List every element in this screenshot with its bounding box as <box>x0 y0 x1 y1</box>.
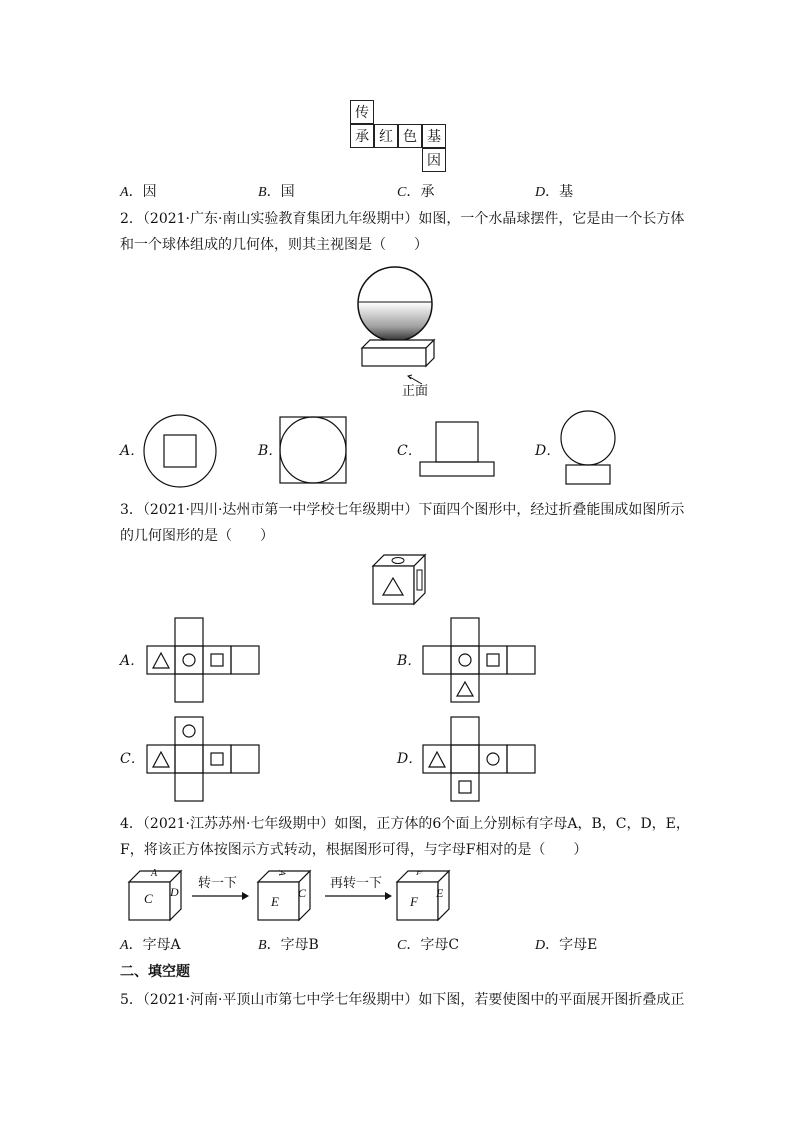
q3-option-c-label[interactable]: C． <box>120 751 145 767</box>
q1-option-d[interactable]: D．基 <box>535 184 574 200</box>
q2-option-d-label[interactable]: D． <box>535 443 561 459</box>
net-cell-1: 传 <box>350 100 374 124</box>
q3-option-a-label[interactable]: A． <box>120 653 145 669</box>
cube2-top-letter: A <box>276 870 287 876</box>
q4-stem-line1: 4．（2021·江苏苏州·七年级期中）如图，正方体的6个面上分别标有字母A，B，C，D，E， <box>120 816 690 832</box>
q3-option-d-label[interactable]: D． <box>397 751 423 767</box>
q3-option-b-label[interactable]: B． <box>397 653 422 669</box>
q2-option-d-figure[interactable] <box>556 410 622 488</box>
net-cell-2: 承 <box>350 124 374 148</box>
q1-net <box>350 100 446 172</box>
q5-stem-line1: 5．（2021·河南·平顶山市第七中学七年级期中）如下图，若要使图中的平面展开图折叠成正 <box>120 992 685 1008</box>
q3-stem-line1: 3．（2021·四川·达州市第一中学校七年级期中）下面四个图形中，经过折叠能围成如图所示 <box>120 502 685 518</box>
cube1-front-letter: C <box>144 891 153 906</box>
q3-option-a-net[interactable] <box>146 616 262 704</box>
cube1-top-letter: A <box>151 868 158 879</box>
option-letter: D <box>535 938 546 953</box>
option-letter: A <box>120 185 129 200</box>
q4-cube-3 <box>394 868 454 924</box>
q2-stem-line1: 2．（2021·广东·南山实验教育集团九年级期中）如图，一个水晶球摆件，它是由一个长方体 <box>120 211 685 227</box>
option-letter: B <box>258 938 267 953</box>
option-text: 基 <box>559 184 574 200</box>
q4-option-a[interactable]: A．字母A <box>120 937 181 953</box>
q4-option-c[interactable]: C．字母C <box>397 937 460 953</box>
q4-option-b[interactable]: B．字母B <box>258 937 319 953</box>
q1-option-a[interactable]: A．因 <box>120 184 157 200</box>
section-heading: 二、填空题 <box>120 964 190 980</box>
q3-option-d-net[interactable] <box>422 715 538 803</box>
net-cell-4: 色 <box>398 124 422 148</box>
net-cell-6: 因 <box>422 148 446 172</box>
q2-option-b-label[interactable]: B． <box>258 443 283 459</box>
option-letter: D <box>535 185 546 200</box>
option-text: 字母E <box>559 937 598 953</box>
option-letter: A <box>120 938 129 953</box>
arrow1-icon <box>192 891 250 901</box>
net-cell-5: 基 <box>422 124 446 148</box>
net-cell-3: 红 <box>374 124 398 148</box>
arrow1-label: 转一下 <box>198 876 238 891</box>
q4-option-d[interactable]: D．字母E <box>535 937 598 953</box>
q1-option-b[interactable]: B．国 <box>258 184 295 200</box>
option-text: 因 <box>142 184 157 200</box>
option-text: 国 <box>280 184 295 200</box>
q2-option-a-label[interactable]: A． <box>120 443 145 459</box>
cube2-front-letter: E <box>271 894 279 909</box>
q3-option-c-net[interactable] <box>146 715 262 803</box>
q2-option-c-label[interactable]: C． <box>397 443 422 459</box>
q1-option-c[interactable]: C．承 <box>397 184 435 200</box>
cube3-front-letter: F <box>410 894 418 909</box>
cube1-side-letter: D <box>170 885 179 899</box>
cube2-side-letter: C <box>298 886 307 900</box>
q3-stem-line2: 的几何图形的是（ ） <box>120 528 274 544</box>
q2-option-c-figure[interactable] <box>418 420 498 480</box>
option-text: 承 <box>420 184 435 200</box>
q3-cube-figure <box>370 552 430 608</box>
q3-option-b-net[interactable] <box>422 616 538 704</box>
q2-stem-line2: 和一个球体组成的几何体，则其主视图是（ ） <box>120 237 428 253</box>
cube3-side-letter: E <box>436 886 444 900</box>
cube3-top-letter: F <box>416 870 422 876</box>
arrow2-icon <box>325 891 393 901</box>
option-text: 字母C <box>420 937 460 953</box>
crystal-ball-figure <box>350 260 445 405</box>
option-text: 字母A <box>142 937 181 953</box>
front-label: 正面 <box>402 384 429 399</box>
q2-option-b-figure[interactable] <box>279 416 349 486</box>
option-letter: C <box>397 185 407 200</box>
arrow2-label: 再转一下 <box>330 876 383 891</box>
option-letter: C <box>397 938 407 953</box>
q4-stem-line2: F，将该正方体按图示方式转动，根据图形可得，与字母F相对的是（ ） <box>120 842 588 858</box>
option-letter: B <box>258 185 267 200</box>
q2-option-a-figure[interactable] <box>142 413 220 491</box>
option-text: 字母B <box>280 937 319 953</box>
